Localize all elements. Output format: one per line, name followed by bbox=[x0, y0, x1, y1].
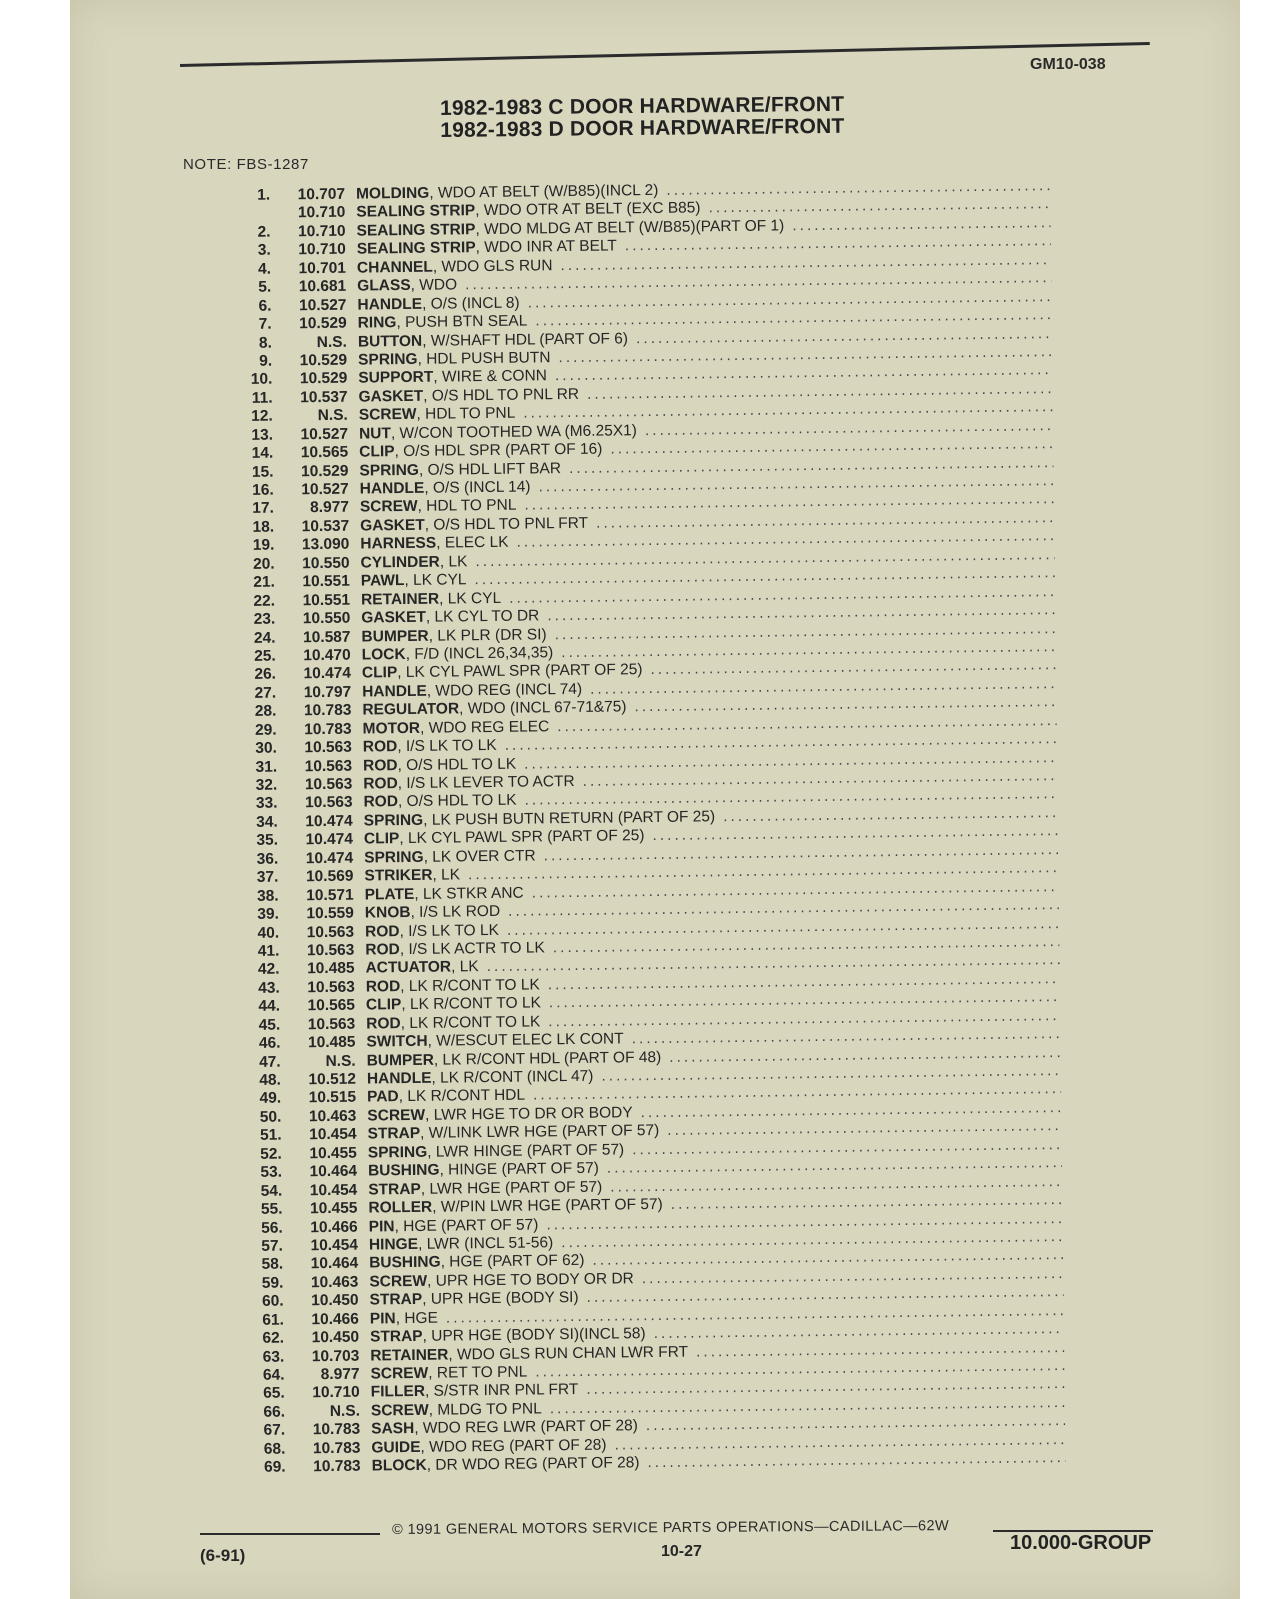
item-number: 11. bbox=[251, 389, 273, 407]
group-code: 10.783 bbox=[313, 1457, 361, 1476]
item-number: 33. bbox=[255, 795, 278, 813]
part-name: REGULATOR bbox=[362, 700, 460, 719]
part-description: , HDL TO PNL bbox=[416, 404, 516, 424]
group-code: 10.783 bbox=[303, 701, 352, 720]
part-name: ROD bbox=[366, 1014, 401, 1033]
group-code: N.S. bbox=[317, 406, 348, 425]
item-number: 7. bbox=[258, 315, 272, 333]
item-number: 49. bbox=[259, 1090, 282, 1108]
part-name: GASKET bbox=[360, 516, 425, 535]
part-description: , LK OVER CTR bbox=[423, 847, 536, 866]
part-name: HANDLE bbox=[359, 479, 425, 498]
group-code: 10.783 bbox=[304, 720, 352, 738]
part-description: , WDO MLDG AT BELT (W/B85)(PART OF 1) bbox=[475, 217, 785, 239]
group-code: 10.550 bbox=[302, 554, 350, 573]
part-description: , I/S LK TO LK bbox=[397, 737, 497, 756]
part-name: CHANNEL bbox=[356, 258, 433, 277]
group-code: 10.529 bbox=[299, 370, 348, 388]
item-number: 16. bbox=[252, 481, 274, 499]
group-code: 10.464 bbox=[309, 1162, 358, 1181]
item-number: 25. bbox=[254, 647, 276, 665]
group-code: 10.455 bbox=[309, 1144, 357, 1162]
item-number: 26. bbox=[254, 665, 277, 684]
item-number: 20. bbox=[252, 555, 275, 573]
part-name: PLATE bbox=[364, 885, 415, 904]
item-number: 4. bbox=[257, 260, 272, 278]
part-description: , UPR HGE TO BODY OR DR bbox=[426, 1270, 634, 1290]
part-description: , LWR HINGE (PART OF 57) bbox=[427, 1141, 625, 1161]
part-description: , LK PUSH BUTN RETURN (PART OF 25) bbox=[423, 808, 716, 829]
part-description: , LK CYL bbox=[439, 589, 502, 608]
part-description: , ELEC LK bbox=[436, 534, 509, 552]
group-code: 10.537 bbox=[301, 517, 350, 536]
group-code: 10.563 bbox=[304, 757, 353, 775]
part-description: , HGE (PART OF 62) bbox=[440, 1252, 585, 1272]
item-number: 54. bbox=[260, 1182, 283, 1200]
item-number: 53. bbox=[260, 1163, 283, 1182]
page-number: 10-27 bbox=[661, 1543, 702, 1560]
part-name: SASH bbox=[371, 1420, 415, 1438]
part-name: BUMPER bbox=[361, 627, 429, 646]
group-code: 10.463 bbox=[310, 1273, 359, 1292]
part-description: , LK CYL TO DR bbox=[425, 607, 540, 626]
group-code: 10.466 bbox=[310, 1218, 358, 1236]
group-code: 10.450 bbox=[311, 1328, 360, 1347]
item-number: 5. bbox=[258, 278, 272, 296]
group-code: 10.464 bbox=[310, 1255, 359, 1273]
item-number: 31. bbox=[255, 758, 278, 776]
part-name: ROD bbox=[362, 738, 398, 756]
part-name: ROD bbox=[363, 793, 399, 811]
part-description: , LK R/CONT TO LK bbox=[400, 1013, 541, 1032]
item-number: 64. bbox=[262, 1366, 285, 1384]
part-description: , UPR HGE (BODY SI) bbox=[422, 1289, 579, 1309]
part-description: , WDO AT BELT (W/B85)(INCL 2) bbox=[429, 181, 659, 202]
part-description: , HDL PUSH BUTN bbox=[417, 349, 551, 368]
item-number: 12. bbox=[251, 407, 273, 426]
part-name: GASKET bbox=[358, 387, 424, 406]
part-description: , W/ESCUT ELEC LK CONT bbox=[427, 1030, 624, 1050]
item-number: 35. bbox=[256, 831, 279, 850]
part-name: SPRING bbox=[359, 461, 420, 480]
part-name: MOTOR bbox=[362, 719, 421, 738]
part-description: , LK R/CONT TO LK bbox=[400, 976, 540, 995]
group-code: 10.527 bbox=[298, 296, 347, 314]
part-name: GLASS bbox=[357, 277, 411, 295]
part-description: , LK bbox=[439, 553, 468, 571]
group-code: 10.710 bbox=[298, 241, 346, 259]
item-number: 29. bbox=[254, 721, 277, 739]
part-description: , O/S (INCL 8) bbox=[421, 294, 520, 313]
group-code: 10.466 bbox=[311, 1310, 359, 1328]
note-text: NOTE: FBS-1287 bbox=[183, 156, 309, 173]
item-number: 44. bbox=[258, 997, 281, 1016]
group-code: 10.563 bbox=[306, 941, 355, 960]
item-number: 48. bbox=[259, 1071, 282, 1089]
group-code: 10.527 bbox=[301, 480, 349, 499]
item-number: 19. bbox=[252, 536, 275, 555]
part-name: SEALING STRIP bbox=[356, 202, 476, 222]
part-name: RETAINER bbox=[360, 590, 440, 609]
part-description: , UPR HGE (BODY SI)(INCL 58) bbox=[422, 1325, 646, 1345]
group-code: 10.565 bbox=[300, 443, 349, 462]
item-number: 50. bbox=[259, 1108, 282, 1126]
part-name: PAD bbox=[367, 1088, 399, 1106]
group-code: 10.474 bbox=[305, 849, 354, 867]
group-code: 10.565 bbox=[307, 996, 356, 1015]
group-code: 10.797 bbox=[303, 683, 352, 702]
part-description: , WDO INR AT BELT bbox=[475, 237, 617, 257]
group-code: 10.537 bbox=[300, 388, 348, 407]
item-number: 34. bbox=[256, 813, 278, 831]
part-name: SCREW bbox=[367, 1106, 426, 1125]
item-number: 52. bbox=[260, 1145, 282, 1163]
part-description: , W/SHAFT HDL (PART OF 6) bbox=[422, 329, 629, 350]
part-description: , WDO OTR AT BELT (EXC B85) bbox=[475, 199, 701, 220]
item-number: 45. bbox=[258, 1016, 281, 1034]
part-name: ROD bbox=[365, 922, 400, 941]
part-description: , I/S LK ACTR TO LK bbox=[399, 939, 545, 959]
item-number: 3. bbox=[257, 241, 271, 260]
group-code: 10.563 bbox=[306, 923, 355, 941]
item-number: 61. bbox=[262, 1311, 284, 1329]
part-name: SCREW bbox=[370, 1401, 429, 1420]
group-code: 10.474 bbox=[303, 665, 352, 683]
group-code: 10.783 bbox=[312, 1420, 361, 1439]
item-number: 69. bbox=[263, 1458, 286, 1476]
item-number: 42. bbox=[257, 960, 280, 979]
group-code: 10.454 bbox=[309, 1181, 358, 1199]
part-description: , WDO bbox=[410, 276, 458, 295]
group-code: 10.783 bbox=[312, 1439, 361, 1457]
item-number: 10. bbox=[250, 370, 273, 389]
group-code: 10.485 bbox=[307, 1033, 356, 1052]
group-code: 10.710 bbox=[312, 1384, 360, 1402]
item-number: 56. bbox=[261, 1219, 283, 1237]
page-title-line-2: 1982-1983 D DOOR HARDWARE/FRONT bbox=[440, 114, 845, 142]
part-name: RING bbox=[357, 314, 397, 332]
group-code: 10.454 bbox=[309, 1125, 357, 1144]
item-number: 18. bbox=[252, 518, 275, 536]
part-description: , O/S HDL TO LK bbox=[397, 792, 517, 811]
group-code: 10.463 bbox=[308, 1107, 357, 1126]
part-name: SCREW bbox=[369, 1272, 428, 1291]
item-number: 55. bbox=[260, 1200, 283, 1218]
group-code: 13.090 bbox=[301, 536, 350, 554]
part-name: ROD bbox=[362, 756, 398, 775]
item-number: 9. bbox=[259, 352, 273, 370]
part-description: , LK bbox=[450, 958, 479, 976]
item-number: 17. bbox=[252, 500, 275, 518]
group-code: 10.563 bbox=[305, 794, 353, 812]
part-name: HINGE bbox=[368, 1235, 419, 1254]
item-number: 15. bbox=[251, 463, 274, 481]
part-description: , PUSH BTN SEAL bbox=[396, 312, 528, 332]
group-code: 10.563 bbox=[304, 738, 352, 757]
part-name: BUSHING bbox=[367, 1161, 440, 1180]
group-code: 10.529 bbox=[299, 351, 348, 370]
part-name: BUTTON bbox=[357, 332, 423, 351]
part-description: , W/PIN LWR HGE (PART OF 57) bbox=[432, 1195, 663, 1216]
item-number: 1. bbox=[257, 186, 271, 204]
part-description: , LWR HGE TO DR OR BODY bbox=[424, 1104, 633, 1124]
group-code: N.S. bbox=[316, 333, 348, 351]
part-name: HANDLE bbox=[357, 295, 423, 314]
part-name: SWITCH bbox=[366, 1032, 428, 1051]
part-name: MOLDING bbox=[355, 184, 430, 203]
item-number: 47. bbox=[259, 1053, 281, 1071]
item-number: 58. bbox=[261, 1255, 284, 1274]
part-name: SPRING bbox=[363, 811, 424, 830]
item-number: 21. bbox=[253, 573, 275, 592]
part-name: SUPPORT bbox=[358, 369, 434, 387]
group-code: 10.571 bbox=[306, 886, 354, 904]
part-name: BLOCK bbox=[371, 1457, 427, 1475]
part-name: STRAP bbox=[369, 1327, 423, 1346]
part-description: , WIRE & CONN bbox=[433, 367, 548, 387]
part-description: , O/S HDL TO PNL FRT bbox=[424, 514, 589, 534]
group-code: 10.485 bbox=[307, 960, 355, 978]
item-number: 8. bbox=[258, 334, 273, 352]
group-code: 10.563 bbox=[307, 978, 355, 997]
group-code: N.S. bbox=[329, 1402, 361, 1420]
part-name: SPRING bbox=[364, 848, 424, 867]
item-number: 28. bbox=[254, 702, 277, 721]
parts-list bbox=[240, 177, 1066, 1477]
part-name: SCREW bbox=[370, 1364, 429, 1383]
item-number: 24. bbox=[253, 629, 276, 647]
item-number: 46. bbox=[258, 1034, 281, 1052]
part-name: GASKET bbox=[361, 608, 426, 627]
document-id: GM10-038 bbox=[1030, 56, 1106, 73]
group-code: 10.470 bbox=[303, 646, 351, 665]
part-description: , I/S LK ROD bbox=[410, 902, 501, 922]
group-code: 10.559 bbox=[306, 904, 354, 923]
part-name: HANDLE bbox=[362, 682, 427, 701]
item-number: 13. bbox=[251, 426, 274, 444]
part-name: BUSHING bbox=[369, 1254, 441, 1272]
item-number: 40. bbox=[257, 924, 280, 942]
part-description: , LWR HGE (PART OF 57) bbox=[420, 1178, 603, 1198]
footer-date: (6-91) bbox=[200, 1546, 246, 1565]
item-number: 65. bbox=[263, 1384, 285, 1403]
part-name: CLIP bbox=[359, 443, 395, 461]
part-description: , LK STKR ANC bbox=[414, 884, 524, 903]
item-number: 57. bbox=[261, 1237, 284, 1255]
part-description: , WDO GLS RUN bbox=[432, 256, 553, 276]
part-name: CLIP bbox=[365, 996, 402, 1014]
part-name: ROD bbox=[365, 941, 400, 959]
group-code: 10.550 bbox=[302, 609, 351, 628]
item-number: 23. bbox=[253, 610, 276, 628]
part-name: CYLINDER bbox=[360, 553, 440, 572]
group-code: 10.587 bbox=[302, 628, 351, 646]
part-name: GUIDE bbox=[371, 1438, 421, 1457]
part-description: , MLDG TO PNL bbox=[428, 1400, 542, 1419]
part-name: ROLLER bbox=[368, 1198, 433, 1217]
group-code: 10.563 bbox=[304, 775, 353, 794]
item-number: 59. bbox=[261, 1274, 284, 1292]
part-description: , W/CON TOOTHED WA (M6.25X1) bbox=[390, 421, 637, 442]
part-name: CLIP bbox=[361, 664, 398, 682]
part-name: PAWL bbox=[360, 572, 405, 590]
item-number: 36. bbox=[256, 850, 279, 868]
part-name: ACTUATOR bbox=[365, 958, 452, 977]
part-description: , HGE bbox=[395, 1309, 438, 1327]
item-number: 39. bbox=[257, 905, 279, 923]
part-description: , LK R/CONT (INCL 47) bbox=[431, 1067, 594, 1087]
part-name: PIN bbox=[369, 1309, 396, 1328]
part-name: SPRING bbox=[358, 350, 418, 369]
part-description: , WDO REG (INCL 74) bbox=[426, 680, 583, 700]
item-number: 66. bbox=[263, 1403, 286, 1421]
item-number: 32. bbox=[255, 776, 278, 794]
part-description: , WDO GLS RUN CHAN LWR FRT bbox=[448, 1343, 689, 1364]
item-number: 22. bbox=[253, 592, 276, 610]
part-description: , DR WDO REG (PART OF 28) bbox=[426, 1454, 640, 1475]
group-code: 10.701 bbox=[298, 259, 347, 278]
item-number: 67. bbox=[263, 1421, 286, 1440]
page-title-block bbox=[440, 93, 900, 142]
group-code: 10.703 bbox=[311, 1347, 360, 1365]
item-number: 51. bbox=[259, 1126, 282, 1145]
part-name: STRAP bbox=[367, 1125, 421, 1143]
part-description: , WDO REG LWR (PART OF 28) bbox=[414, 1417, 638, 1438]
item-number: 62. bbox=[262, 1329, 285, 1347]
group-code: 8.977 bbox=[320, 1365, 360, 1384]
group-code: 10.551 bbox=[302, 591, 351, 609]
group-code: 10.710 bbox=[297, 204, 346, 222]
group-code: N.S. bbox=[325, 1052, 356, 1070]
part-description: , HGE (PART OF 57) bbox=[394, 1215, 539, 1235]
footer-copyright: © 1991 GENERAL MOTORS SERVICE PARTS OPERATIONS—CADILLAC—62W bbox=[392, 1518, 950, 1538]
part-name: RETAINER bbox=[370, 1346, 449, 1365]
part-name: KNOB bbox=[364, 904, 411, 922]
part-description: , HINGE (PART OF 57) bbox=[439, 1159, 599, 1179]
item-number: 41. bbox=[257, 942, 280, 960]
part-description: , WDO (INCL 67-71&75) bbox=[459, 698, 627, 718]
item-number: 63. bbox=[262, 1348, 285, 1366]
item-number: 14. bbox=[251, 444, 274, 463]
part-name: SEALING STRIP bbox=[356, 239, 476, 258]
group-code: 10.569 bbox=[305, 867, 354, 886]
part-name: ROD bbox=[363, 775, 398, 793]
part-name: FILLER bbox=[370, 1383, 426, 1401]
part-name: BUMPER bbox=[366, 1051, 434, 1070]
part-name: NUT bbox=[358, 424, 391, 443]
item-number: 38. bbox=[256, 887, 279, 905]
group-label: 10.000-GROUP bbox=[1010, 1532, 1152, 1554]
part-description: , LK CYL PAWL SPR (PART OF 25) bbox=[397, 661, 643, 682]
part-description: , LK bbox=[432, 866, 461, 884]
part-name: STRAP bbox=[369, 1291, 423, 1309]
group-code: 10.527 bbox=[300, 425, 349, 443]
part-name: PIN bbox=[368, 1217, 395, 1236]
part-description: , S/STR INR PNL FRT bbox=[424, 1381, 579, 1401]
group-code: 10.707 bbox=[297, 185, 346, 204]
part-description: , F/D (INCL 26,34,35) bbox=[405, 644, 554, 663]
part-description: , O/S (INCL 14) bbox=[424, 478, 531, 497]
part-description: , O/S HDL TO LK bbox=[397, 755, 517, 774]
group-code: 10.454 bbox=[310, 1236, 359, 1255]
group-code: 10.551 bbox=[302, 572, 350, 591]
part-name: SPRING bbox=[367, 1143, 428, 1162]
item-number: 2. bbox=[257, 223, 271, 241]
part-description: , HDL TO PNL bbox=[417, 497, 517, 516]
group-code: 10.563 bbox=[307, 1015, 356, 1033]
group-code: 10.681 bbox=[298, 277, 347, 296]
group-code: 10.455 bbox=[309, 1199, 358, 1218]
footer-rule-left bbox=[200, 1533, 380, 1535]
part-description: , LK CYL PAWL SPR (PART OF 25) bbox=[399, 827, 645, 848]
part-description: , WDO REG ELEC bbox=[419, 717, 550, 737]
part-description: , W/LINK LWR HGE (PART OF 57) bbox=[420, 1122, 660, 1143]
item-number: 37. bbox=[256, 868, 279, 887]
item-number: 30. bbox=[255, 739, 277, 757]
part-description: , O/S HDL TO PNL RR bbox=[423, 385, 580, 405]
item-number: 60. bbox=[261, 1292, 284, 1311]
part-name: SEALING STRIP bbox=[356, 221, 476, 240]
group-code: 10.710 bbox=[298, 222, 346, 241]
group-code: 10.512 bbox=[308, 1070, 357, 1089]
part-name: LOCK bbox=[361, 645, 406, 664]
part-description: , WDO REG (PART OF 28) bbox=[420, 1436, 607, 1456]
group-code: 8.977 bbox=[310, 499, 350, 517]
part-description: , LK R/CONT HDL bbox=[398, 1087, 526, 1106]
group-code: 10.529 bbox=[300, 462, 349, 480]
part-description: , O/S HDL SPR (PART OF 16) bbox=[394, 440, 603, 461]
part-description: , LK R/CONT HDL (PART OF 48) bbox=[433, 1048, 662, 1069]
part-name: STRAP bbox=[368, 1180, 421, 1199]
item-number: 27. bbox=[254, 684, 277, 702]
group-code: 10.515 bbox=[308, 1089, 357, 1107]
part-description: , LK PLR (DR SI) bbox=[428, 625, 547, 645]
part-name: ROD bbox=[365, 977, 401, 996]
part-description: , LWR (INCL 51-56) bbox=[417, 1234, 554, 1253]
part-name: HARNESS bbox=[360, 534, 437, 553]
part-name: STRIKER bbox=[364, 866, 433, 885]
part-description: , I/S LK TO LK bbox=[399, 921, 500, 940]
group-code: 10.474 bbox=[305, 812, 353, 831]
part-name: SCREW bbox=[358, 406, 417, 424]
part-description: , LK CYL bbox=[404, 571, 467, 590]
item-number: 68. bbox=[263, 1440, 286, 1458]
part-name: SCREW bbox=[359, 498, 418, 516]
page-title-line-1: 1982-1983 C DOOR HARDWARE/FRONT bbox=[439, 92, 845, 120]
group-code: 10.529 bbox=[299, 314, 347, 333]
part-description: , RET TO PNL bbox=[428, 1363, 528, 1382]
part-description: , I/S LK LEVER TO ACTR bbox=[397, 772, 575, 793]
group-code: 10.474 bbox=[305, 830, 354, 849]
part-description: , LK R/CONT TO LK bbox=[401, 994, 541, 1014]
part-name: HANDLE bbox=[366, 1069, 432, 1088]
item-number: 43. bbox=[258, 979, 280, 997]
item-number: 6. bbox=[258, 297, 272, 315]
part-name: CLIP bbox=[363, 830, 400, 848]
group-code: 10.450 bbox=[311, 1291, 359, 1310]
part-description: , O/S HDL LIFT BAR bbox=[418, 459, 562, 479]
